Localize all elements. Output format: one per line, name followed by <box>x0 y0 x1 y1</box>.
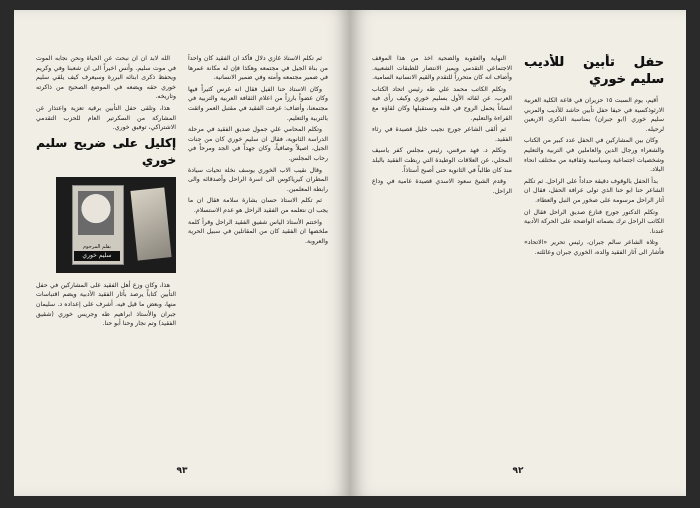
article-title: حفل تأبين للأديب سليم خوري <box>524 55 664 87</box>
paragraph: وتكلم المحامي علي جمول صديق الفقيد في مرحلة الدراسة الثانوية، فقال ان سليم خوري كان من جنات الجيل، اصيلاً وصافياً، وكان جهداً في الجد ومرحاً في رحاب المجلس. <box>188 126 328 162</box>
left-page-left-column <box>36 54 176 454</box>
page-number: ٩٣ <box>176 466 188 476</box>
paragraph: ثم ألقى الشاعر جورج نجيب خليل قصيدة في رثاء الفقيد. <box>372 126 512 143</box>
paragraph: وتلاه الشاعر سالم جبران، رئيس تحرير «الاتحاد» فأشار الى آثار الفقيد والده، الخوري جبران وعائلته. <box>524 239 664 256</box>
paragraph: وتكلم الدكتور جورج قنازع صديق الراحل فقال ان الكاتب الراحل ترك بصماته الواضحة على الحركة الأدبية عندنا. <box>524 208 664 235</box>
page-number: ٩٢ <box>512 466 524 476</box>
paragraph: أقيم، يوم السبت ١٥ حزيران في قاعة الكلية العربية الارثوذكسية في حيفا حفل تأبين حاشد للأديب والمربي سليم خوري (ابو جبران) بمناسبة الذكرى الاربعين لرحيله. <box>524 97 664 133</box>
paragraph: ثم تكلم الاستاذ حسان بشارة سلامة فقال ان ما يجب ان نتعلمه من الفقيد الراحل هو عدم الاستسلام. <box>188 197 328 214</box>
paragraph: وتكلم الكاتب محمد علي طه رئيس اتحاد الكتاب العرب، عن لقائه الأول بسليم خوري وكيف رأى فيه انساناً يحمل الروح في قلبه وتستقبلها وكان لقاؤه مع القراءة والتعليم. <box>372 85 512 122</box>
right-page-left-column <box>372 54 512 454</box>
paragraph: النهاية والعقوبة والضحية اخذ من هذا الموقف الاجتماعي التقدمي ويميز الانتصار للطبقات الشعبية. وأضاف انه كان متحرراً للتقدم والقيم الانسانية السامية. <box>372 55 512 82</box>
left-page-right-column <box>188 54 328 454</box>
paragraph: وقدم الشيخ سعود الاسدي قصيدة عامية في وداع الراحل. <box>372 178 512 195</box>
paragraph: وقال نقيب الاب الخوري يوسف نخلة تحيات سيادة المطران كيرياكوس الى اسرة الراحل وأصدقائه والى رابطة المعلمين. <box>188 166 328 193</box>
paragraph: وكان بين المشاركين في الحفل عدد كبير من الكتاب والشعراء ورجال الدين والعاملين في التربية والتعليم وشخصيات اجتماعية وسياسية وثقافية من مختلف انحاء البلاد. <box>524 137 664 174</box>
book-spread <box>14 10 686 496</box>
paragraph: وكان الاستاذ حنا الفيل فقال انه غرس كثيراً فيها وكان عضواً بارزاً من اعلام الثقافة العربية والتربية في مجتمعنا، وأضاف: عرفت الفقيد في مقتبل العمر واثقت بالتربية والتعليم. <box>188 85 328 122</box>
section-heading: إكليل على ضريح سليم خوري <box>36 135 176 167</box>
right-page-columns <box>372 54 664 454</box>
paragraph: هذا، وتلقى حفل التأبين برقية تعزية واعتذار عن المشاركة من السكرتير العام للحزب التقدمي الاشتراكي، توفيق خوري. <box>36 104 176 132</box>
paragraph: بدأ الحفل بالوقوف دقيقة حداداً على الراحل. ثم تكلم الشاعر حنا ابو حنا الذي تولى عرافة الحفل، فقال ان آثار الراحل مرسومة على صخور من النبل والعطاء. <box>524 177 664 204</box>
cover-title: سليم خوري <box>74 251 120 261</box>
portrait-image <box>78 191 114 235</box>
left-page <box>14 10 350 496</box>
left-page-columns <box>36 54 328 454</box>
book-cover-photo <box>56 177 176 273</box>
book-image <box>130 187 171 260</box>
paragraph: هذا، وكان وزع أهل الفقيد على المشاركين في حفل التأبين كتاباً يرصد بأثار الفقيد الأدبية ويضم اقتباسات منها، وبعض ما قيل فيه. أشرف على إعداده د. سليمان جبران والأستاذ ابراهيم طه وجريس خوري (شقيق الفقيد) وتم نجار وحنا أبو حنا. <box>36 281 176 328</box>
paragraph: واختتم الأستاذ الياس شفيق الفقيد الراحل وقرأ كلمة ملخصها ان الفقيد كان من المقاتلين في سبيل الحرية والعروبة. <box>188 218 328 245</box>
right-page <box>350 10 686 496</box>
paragraph: ثم تكلم الاستاذ غازي دلال فأكد ان الفقيد كان واحداً من بناة الجيل في مجتمعه وهكذا فإن له مكانة عمرها في ضمير مجتمعه وأمته وفي ضمير الانسانية. <box>188 55 328 82</box>
cover-caption: بقلم المرحوم <box>83 243 111 250</box>
right-page-right-column <box>524 54 664 454</box>
paragraph: وتكلم د. فهد مرقس، رئيس مجلس كفر ياسيف المحلي، عن العلاقات الوطيدة التي ربطت الفقيد بالبلد منذ كان طالباً في الثانوية حتى أصبح أستاذاً. <box>372 147 512 174</box>
paragraph: الله لابد ان ان نبحث عن الحياة ونحن نجابه الموت في موت سليم. وأنس اخيراً الى ان شعبنا وفي وكريم ويحفظ ذكرى ابنائه البررة وسيعرف كيف يلقي سليم خوري حقه ويضعه في الموضع الصحيح من ذاكرته وتاريخه. <box>36 55 176 101</box>
